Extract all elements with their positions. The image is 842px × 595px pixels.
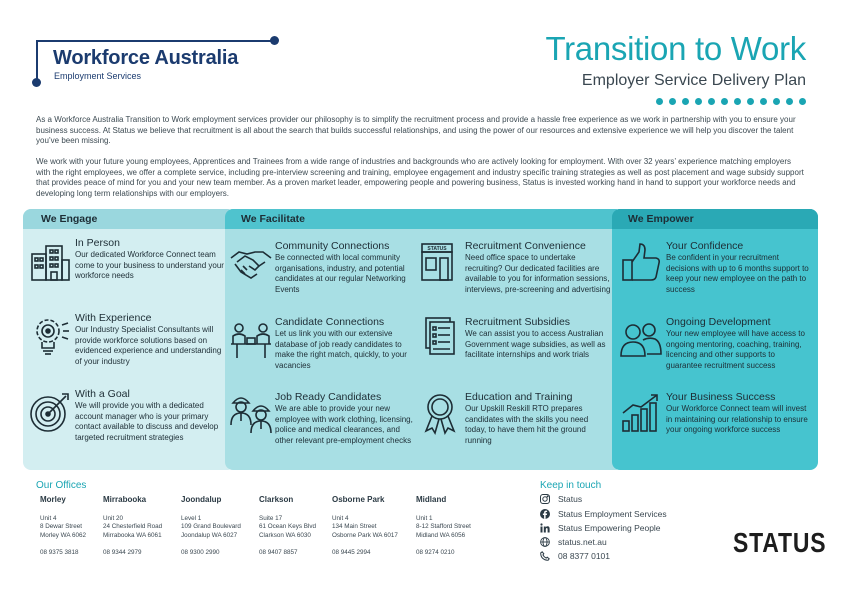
item-body: Let us link you with our extensive database of job ready candidates to make the right match, quickly, to your vacancies <box>275 329 407 370</box>
handshake-icon <box>229 240 273 284</box>
keep-in-touch-title: Keep in touch <box>540 480 602 491</box>
office-address: 8-12 Stafford Street <box>416 523 471 530</box>
item-title: Education and Training <box>465 391 573 403</box>
website-label: status.net.au <box>558 537 607 547</box>
lightbulb-gear-icon <box>28 313 72 357</box>
office-address: 8 Dewar Street <box>40 523 82 530</box>
website-link[interactable] <box>540 537 607 547</box>
intro-paragraph: As a Workforce Australia Transition to Work employment services provider our philosophy is to simplify the recruitment process and provide a hassle free experience as we work in partnership with you to ensure your business success. At Status we believe that recruitment is all about the search that builds successful relationships, and using the power of our resources and extensive experience we will help you discover the talent you’ve been missing. <box>36 115 796 145</box>
office-address: 24 Chesterfield Road <box>103 523 163 530</box>
item-body: Our Upskill Reskill RTO prepares candidates with the skills you need today, to have them hit the ground running <box>465 404 589 445</box>
item-body: Be confident in your recruitment decisions with up to 6 months support to keep your new employee on the path to success <box>666 253 809 294</box>
item-body: Be connected with local community organisations, industry, and potential candidates at our regular Networking Events <box>275 253 406 294</box>
office-address: 109 Grand Boulevard <box>181 523 241 530</box>
linkedin-icon <box>540 523 550 533</box>
office-phone[interactable]: 08 9274 0210 <box>416 549 455 556</box>
office-address: 61 Ocean Keys Blvd <box>259 523 317 530</box>
office-address: 134 Main Street <box>332 523 377 530</box>
people-icon <box>619 318 663 362</box>
column-heading: We Engage <box>23 209 235 229</box>
item-body: Need office space to undertake recruiting? Our dedicated facilities are available to you for information sessions, interviews, pre-screening and advertising <box>465 253 611 294</box>
item-body: We can assist you to access Australian Government wage subsidies, as well as facilitate internships and work trials <box>465 329 606 359</box>
item-title: Community Connections <box>275 240 390 252</box>
office-phone[interactable]: 08 9344 2979 <box>103 549 142 556</box>
office-name: Mirrabooka <box>103 495 147 504</box>
office-address: Level 1 <box>181 514 202 522</box>
office-mirrabooka <box>103 496 162 558</box>
item-title: Job Ready Candidates <box>275 391 382 403</box>
column-heading: We Facilitate <box>225 209 623 229</box>
storefront-sign: STATUS <box>427 246 447 252</box>
growth-chart-icon <box>619 391 663 435</box>
office-name: Clarkson <box>259 495 294 504</box>
office-address: Suite 17 <box>259 514 283 522</box>
item-body: Our Workforce Connect team will invest in maintaining our relationship to ensure your ongoing workforce success <box>666 404 808 434</box>
instagram-icon <box>540 494 550 504</box>
office-name: Morley <box>40 495 66 504</box>
office-address: Unit 4 <box>332 514 349 522</box>
facebook-icon <box>540 509 550 519</box>
logo-name: Workforce Australia <box>53 47 239 69</box>
target-icon <box>28 390 72 434</box>
office-address: Clarkson WA 6030 <box>259 531 311 539</box>
social-label: Status Employment Services <box>558 509 667 519</box>
logo-dot <box>270 36 279 45</box>
item-body: We will provide you with a dedicated account manager who is your primary contact available to discuss and develop targeted recruitment strategies <box>75 401 219 442</box>
logo-subtitle: Employment Services <box>54 71 142 81</box>
office-midland <box>416 496 471 558</box>
item-title: Ongoing Development <box>666 316 771 328</box>
office-address: Midland WA 6056 <box>416 531 466 539</box>
office-phone[interactable]: 08 9445 2994 <box>332 549 371 556</box>
office-address: Unit 4 <box>40 514 57 522</box>
item-title: With a Goal <box>75 388 130 400</box>
item-body: Our Industry Specialist Consultants will provide workforce solutions based on evidenced experience and understanding of your industry <box>75 325 222 366</box>
phone-link[interactable] <box>540 551 610 561</box>
social-label: Status Empowering People <box>558 523 661 533</box>
item-title: Your Confidence <box>666 240 744 252</box>
workers-icon <box>229 391 273 435</box>
office-osborne-park <box>332 496 398 558</box>
office-address: Osborne Park WA 6017 <box>332 531 398 539</box>
office-name: Osborne Park <box>332 495 385 504</box>
intro-paragraph: We work with your future young employees, Apprentices and Trainees from a wide range of industries and backgrounds who are actively looking for employment. With over 32 years’ experience matching employers with the right employees, we offer a complete service, including pre-interview screening and training, employee engagement and industry specific training strategies as well as post placement and wage subsidy support that provides peace of mind for you and your new team member. As a proven market leader, empowering people and powering business, Status is invested working hand in hand to support your workforce needs and developing long term relationships with our employers. <box>36 157 804 198</box>
phone-label: 08 8377 0101 <box>558 551 610 561</box>
office-morley <box>40 496 86 558</box>
office-joondalup <box>181 496 241 558</box>
item-title: Your Business Success <box>666 391 776 403</box>
title-dots <box>656 98 806 105</box>
office-phone[interactable]: 08 9300 2990 <box>181 549 220 556</box>
office-address: Unit 20 <box>103 514 123 522</box>
office-phone[interactable]: 08 9407 8857 <box>259 549 298 556</box>
social-instagram[interactable] <box>540 494 582 504</box>
item-title: With Experience <box>75 312 152 324</box>
thumbs-up-icon <box>619 240 663 284</box>
office-address: Unit 1 <box>416 514 433 522</box>
social-label: Status <box>558 494 583 504</box>
storefront-icon <box>418 240 462 284</box>
meeting-icon <box>229 318 273 362</box>
item-title: Recruitment Subsidies <box>465 316 571 328</box>
building-icon <box>28 240 72 284</box>
item-body: We are able to provide your new employee with work clothing, licensing, police and medical clearances, and other relevant pre-employment checks <box>275 404 413 445</box>
page-title: Transition to Work <box>545 30 806 67</box>
globe-icon <box>540 537 550 547</box>
office-clarkson <box>259 496 316 558</box>
office-name: Midland <box>416 495 447 504</box>
column-heading: We Empower <box>612 209 818 229</box>
office-address: Mirrabooka WA 6061 <box>103 531 162 539</box>
offices-title: Our Offices <box>36 480 87 491</box>
item-title: In Person <box>75 237 120 249</box>
item-body: Your new employee will have access to ongoing mentoring, coaching, training, licencing and other supports to guarantee recruitment success <box>666 329 805 370</box>
documents-icon <box>418 314 462 358</box>
award-ribbon-icon <box>418 391 462 435</box>
social-facebook[interactable] <box>540 509 667 519</box>
office-name: Joondalup <box>181 495 222 504</box>
office-address: Joondalup WA 6027 <box>181 531 238 539</box>
logo-dot <box>32 78 41 87</box>
office-address: Morley WA 6062 <box>40 531 86 539</box>
social-linkedin[interactable] <box>540 523 661 533</box>
phone-icon <box>540 551 550 561</box>
status-logo: STATUS <box>733 527 827 558</box>
office-phone[interactable]: 08 9375 3818 <box>40 549 79 556</box>
item-body: Our dedicated Workforce Connect team come to your business to understand your workforce needs <box>75 250 224 280</box>
page-subtitle: Employer Service Delivery Plan <box>581 72 806 89</box>
item-title: Candidate Connections <box>275 316 385 328</box>
item-title: Recruitment Convenience <box>465 240 586 252</box>
